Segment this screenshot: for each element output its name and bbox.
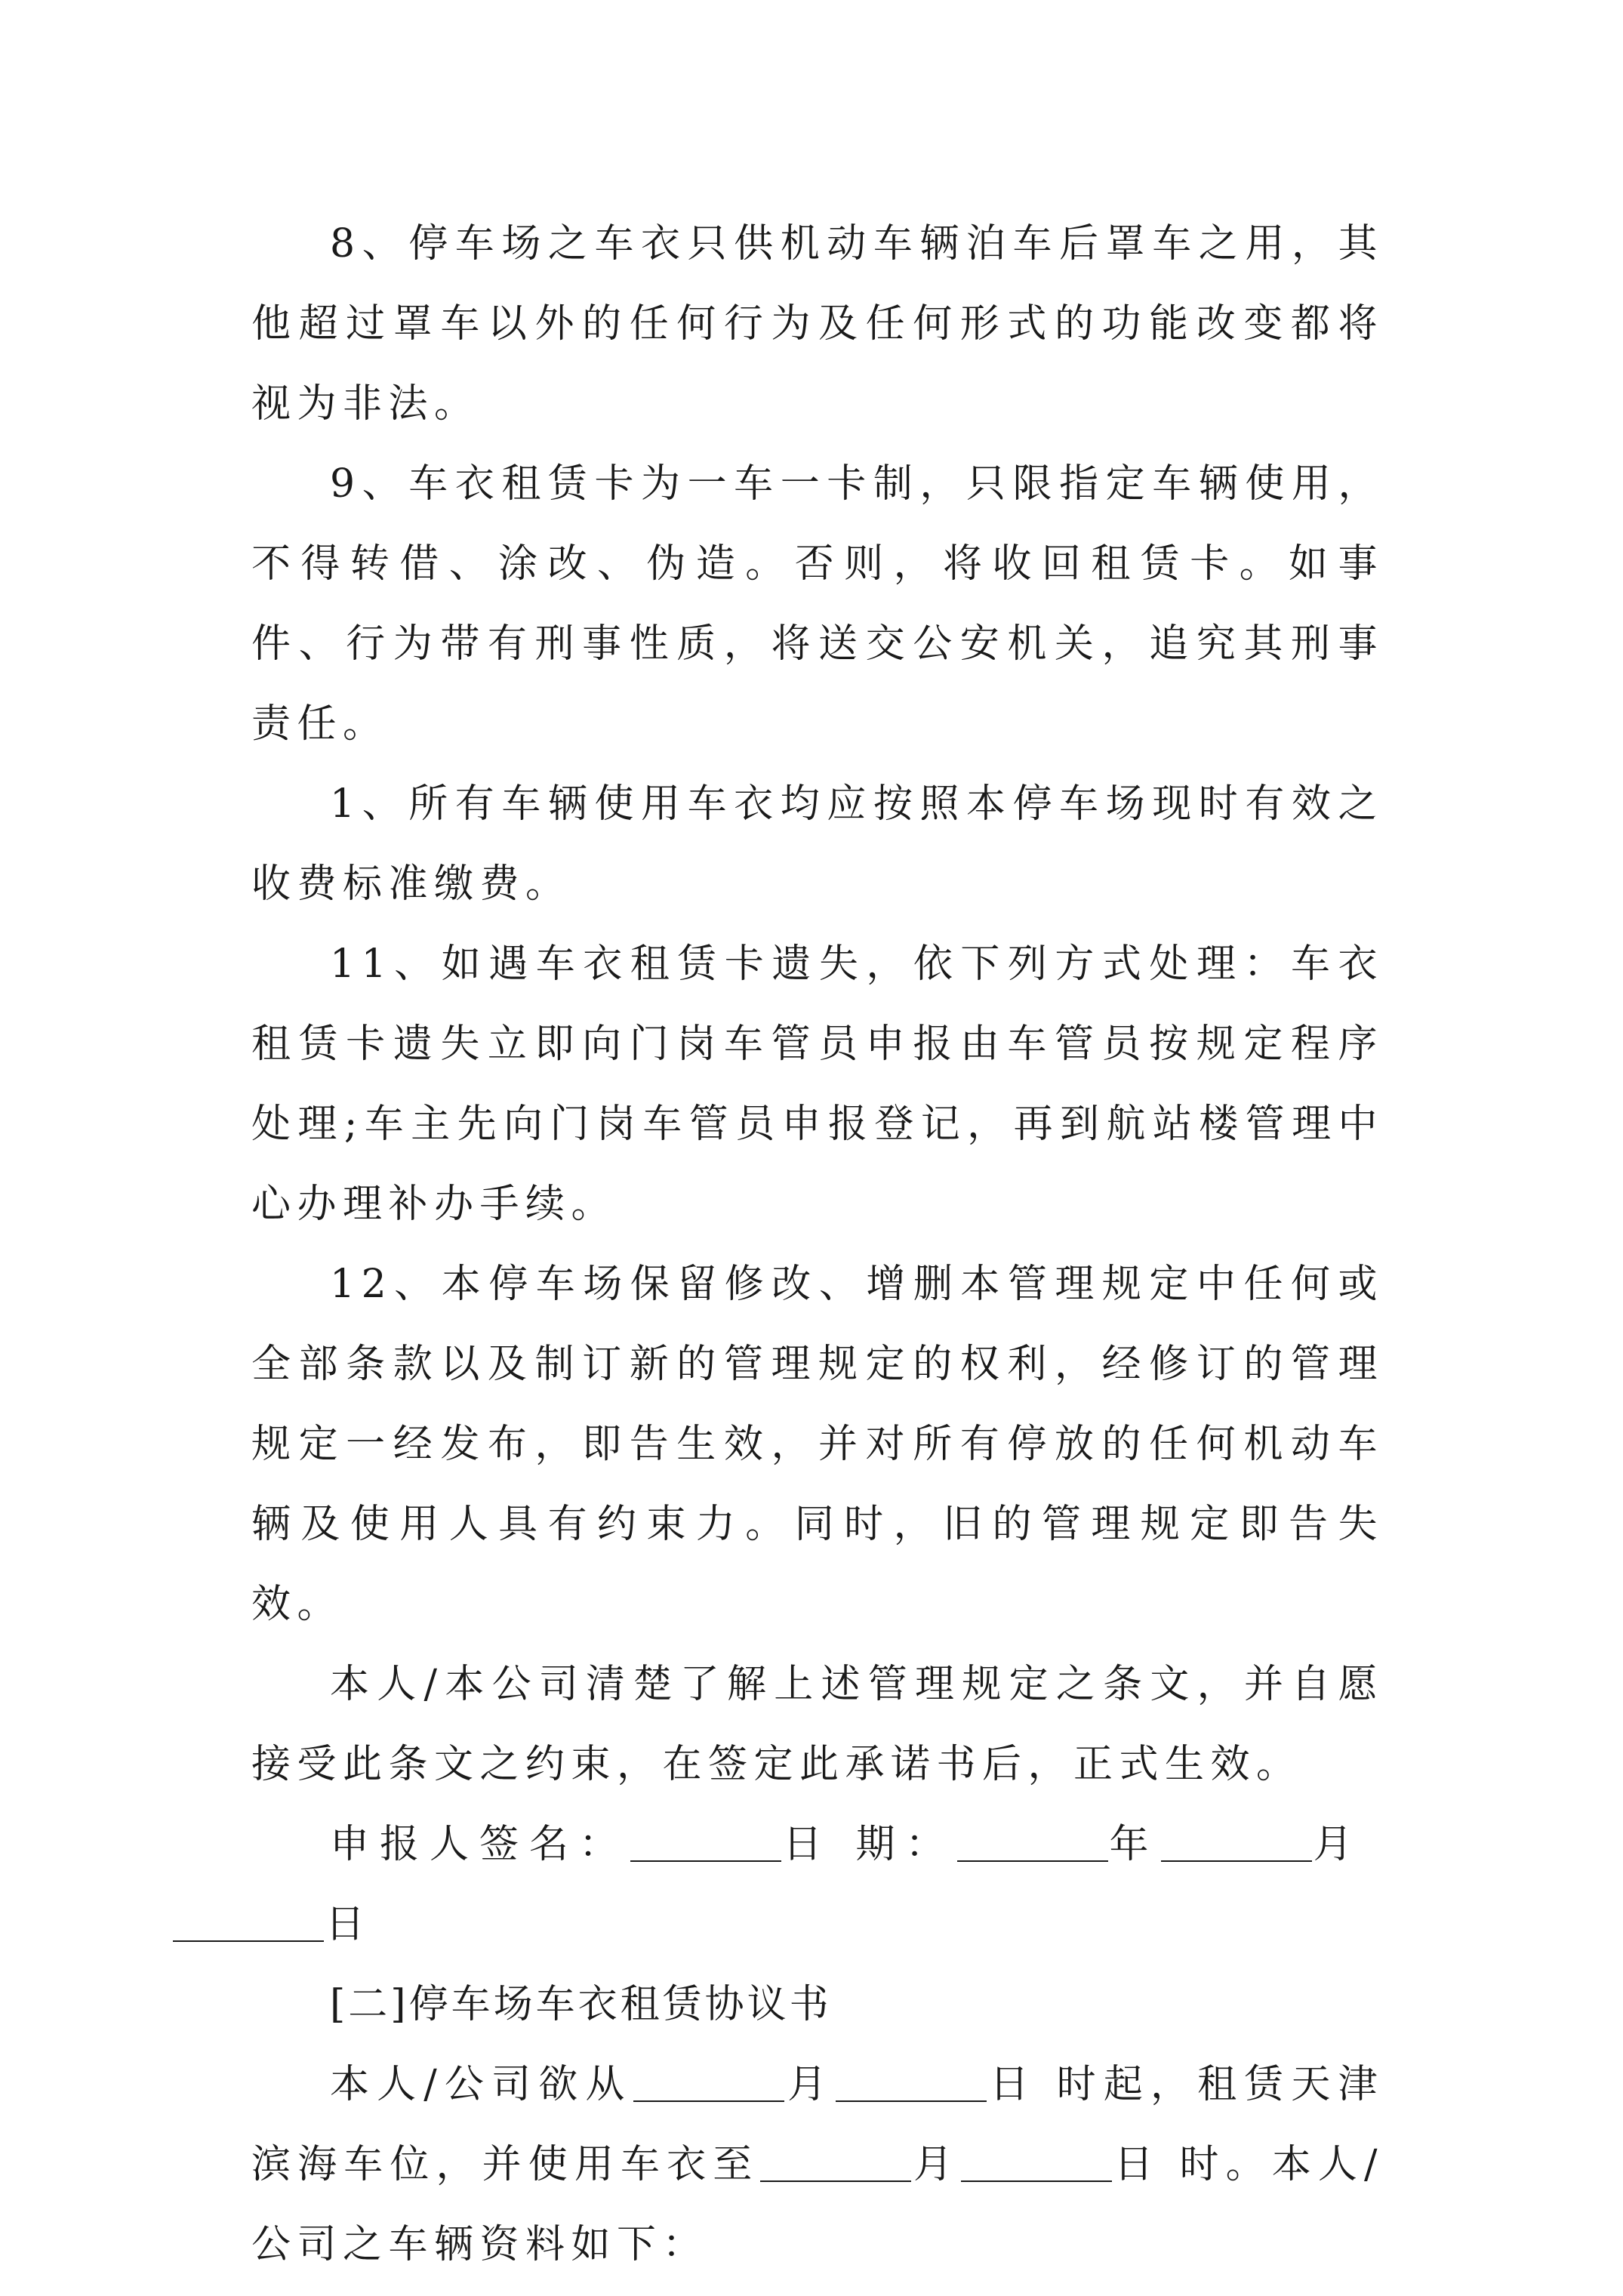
rental-statement xyxy=(251,2045,1384,2285)
clause-11: 11、如遇车衣租赁卡遗失，依下列方式处理：车衣租赁卡遗失立即向门岗车管员申报由车管员按规定程序处理;车主先向门岗车管员申报登记，再到航站楼管理中心办理补办手续。 xyxy=(251,942,1384,1227)
clause-12: 12、本停车场保留修改、增删本管理规定中任何或全部条款以及制订新的管理规定的权利，经修订的管理规定一经发布，即告生效，并对所有停放的任何机动车辆及使用人具有约束力。同时，旧的管理规定即告失效。 xyxy=(251,1262,1384,1627)
year-blank[interactable] xyxy=(957,1821,1108,1862)
consent-statement: 本人/本公司清楚了解上述管理规定之条文，并自愿接受此条文之约束，在签定此承诺书后，正式生效。 xyxy=(251,1662,1384,1787)
signer-name-blank[interactable] xyxy=(630,1821,781,1862)
start-day-blank[interactable] xyxy=(836,2061,987,2102)
signer-label: 申报人签名： xyxy=(330,1822,630,1867)
start-month-label: 月 xyxy=(786,2062,835,2107)
clause-8: 8、停车场之车衣只供机动车辆泊车后罩车之用，其他超过罩车以外的任何行为及任何形式的功能改变都将视为非法。 xyxy=(251,221,1384,427)
day-label: 日 xyxy=(325,1902,376,1947)
year-label: 年 xyxy=(1109,1822,1160,1867)
end-day-blank[interactable] xyxy=(961,2141,1112,2182)
end-day-text: 日 时。本人/公司之车辆资料如下： xyxy=(251,2142,1384,2267)
day-blank[interactable] xyxy=(173,1901,324,1942)
date-label: 日 期： xyxy=(783,1822,956,1867)
document-body xyxy=(251,204,1384,2285)
end-month-label: 月 xyxy=(913,2142,960,2187)
month-label: 月 xyxy=(1313,1822,1363,1867)
signature-line xyxy=(251,1804,1384,1965)
month-blank[interactable] xyxy=(1161,1821,1312,1862)
clause-9: 9、车衣租赁卡为一车一卡制，只限指定车辆使用，不得转借、涂改、伪造。否则，将收回租赁卡。如事件、行为带有刑事性质，将送交公安机关，追究其刑事责任。 xyxy=(251,461,1384,747)
start-month-blank[interactable] xyxy=(633,2061,784,2102)
start-day-text: 日 时起，租赁天津滨海车位，并使用车衣至 xyxy=(251,2062,1384,2187)
section-title: [二]停车场车衣租赁协议书 xyxy=(330,1982,832,2027)
clause-1: 1、所有车辆使用车衣均应按照本停车场现时有效之收费标准缴费。 xyxy=(251,781,1384,907)
end-month-blank[interactable] xyxy=(760,2141,911,2182)
rental-prefix: 本人/公司欲从 xyxy=(330,2062,633,2107)
